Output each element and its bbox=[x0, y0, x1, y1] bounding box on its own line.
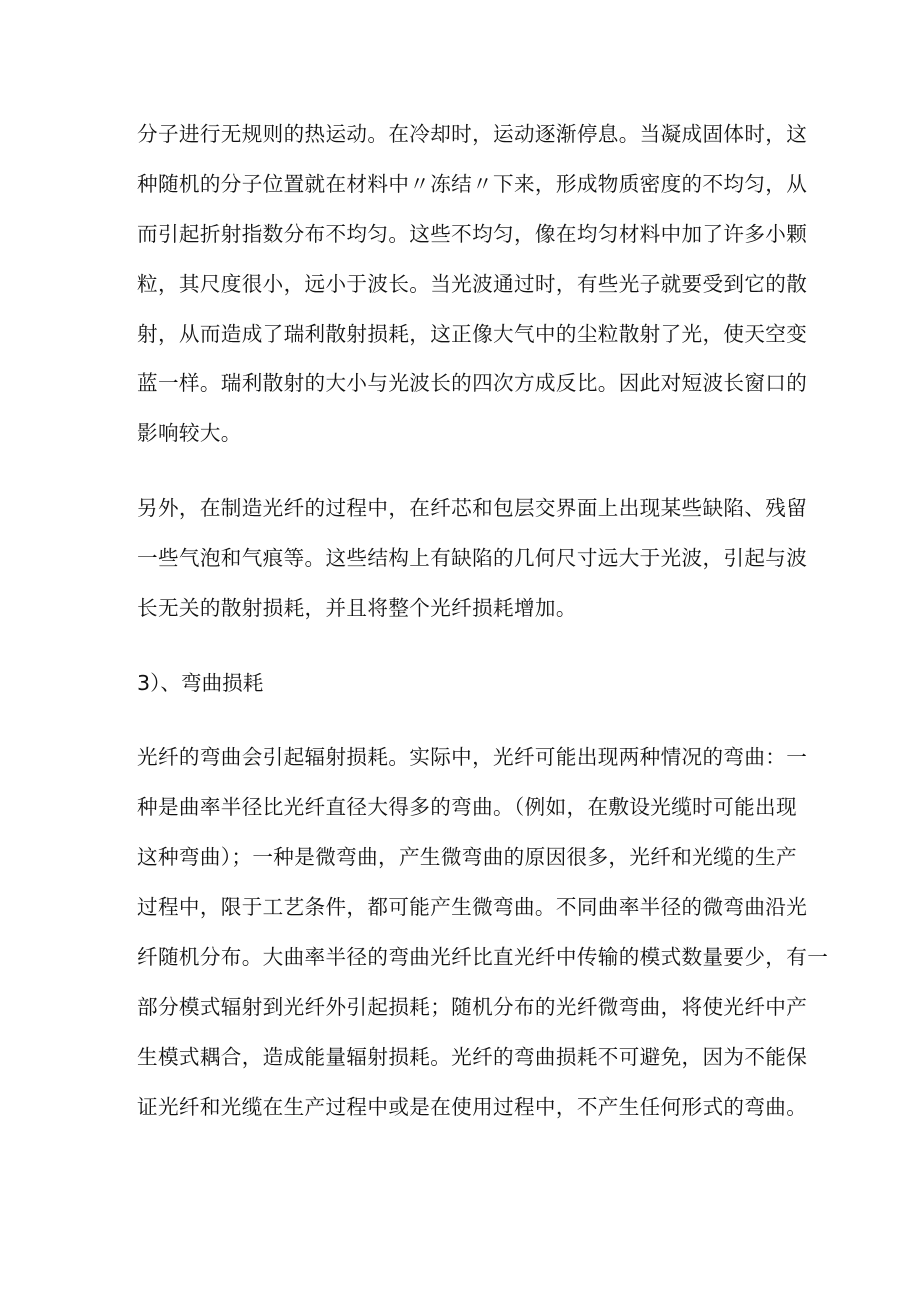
section-heading: 3）、弯曲损耗 bbox=[137, 671, 264, 695]
paragraph-line: 分子进行无规则的热运动。在冷却时，运动逐渐停息。当凝成固体时，这 bbox=[137, 122, 808, 146]
paragraph-line: 影响较大。 bbox=[137, 421, 242, 445]
paragraph-line: 蓝一样。瑞利散射的大小与光波长的四次方成反比。因此对短波长窗口的 bbox=[137, 371, 808, 395]
paragraph-line: 这种弯曲）；一种是微弯曲，产生微弯曲的原因很多，光纤和光缆的生产 bbox=[137, 845, 797, 869]
paragraph-line: 长无关的散射损耗，并且将整个光纤损耗增加。 bbox=[137, 596, 577, 620]
paragraph-line: 一些气泡和气痕等。这些结构上有缺陷的几何尺寸远大于光波，引起与波 bbox=[137, 546, 808, 570]
paragraph-line: 部分模式辐射到光纤外引起损耗；随机分布的光纤微弯曲，将使光纤中产 bbox=[137, 995, 808, 1019]
paragraph-line: 生模式耦合，造成能量辐射损耗。光纤的弯曲损耗不可避免，因为不能保 bbox=[137, 1045, 808, 1069]
paragraph-line: 种随机的分子位置就在材料中〃冻结〃下来，形成物质密度的不均匀，从 bbox=[137, 172, 808, 196]
paragraph-line: 光纤的弯曲会引起辐射损耗。实际中，光纤可能出现两种情况的弯曲：一 bbox=[137, 745, 808, 769]
paragraph-line: 种是曲率半径比光纤直径大得多的弯曲。（例如，在敷设光缆时可能出现 bbox=[137, 795, 797, 819]
paragraph-line: 证光纤和光缆在生产过程中或是在使用过程中，不产生任何形式的弯曲。 bbox=[137, 1095, 808, 1119]
paragraph-line: 纤随机分布。大曲率半径的弯曲光纤比直光纤中传输的模式数量要少，有一 bbox=[137, 945, 829, 969]
paragraph-line: 射，从而造成了瑞利散射损耗，这正像大气中的尘粒散射了光，使天空变 bbox=[137, 322, 808, 346]
paragraph-line: 粒，其尺度很小，远小于波长。当光波通过时，有些光子就要受到它的散 bbox=[137, 272, 808, 296]
paragraph-line: 另外，在制造光纤的过程中，在纤芯和包层交界面上出现某些缺陷、残留 bbox=[137, 496, 808, 520]
paragraph-line: 而引起折射指数分布不均匀。这些不均匀，像在均匀材料中加了许多小颗 bbox=[137, 222, 808, 246]
paragraph-line: 过程中，限于工艺条件，都可能产生微弯曲。不同曲率半径的微弯曲沿光 bbox=[137, 895, 808, 919]
